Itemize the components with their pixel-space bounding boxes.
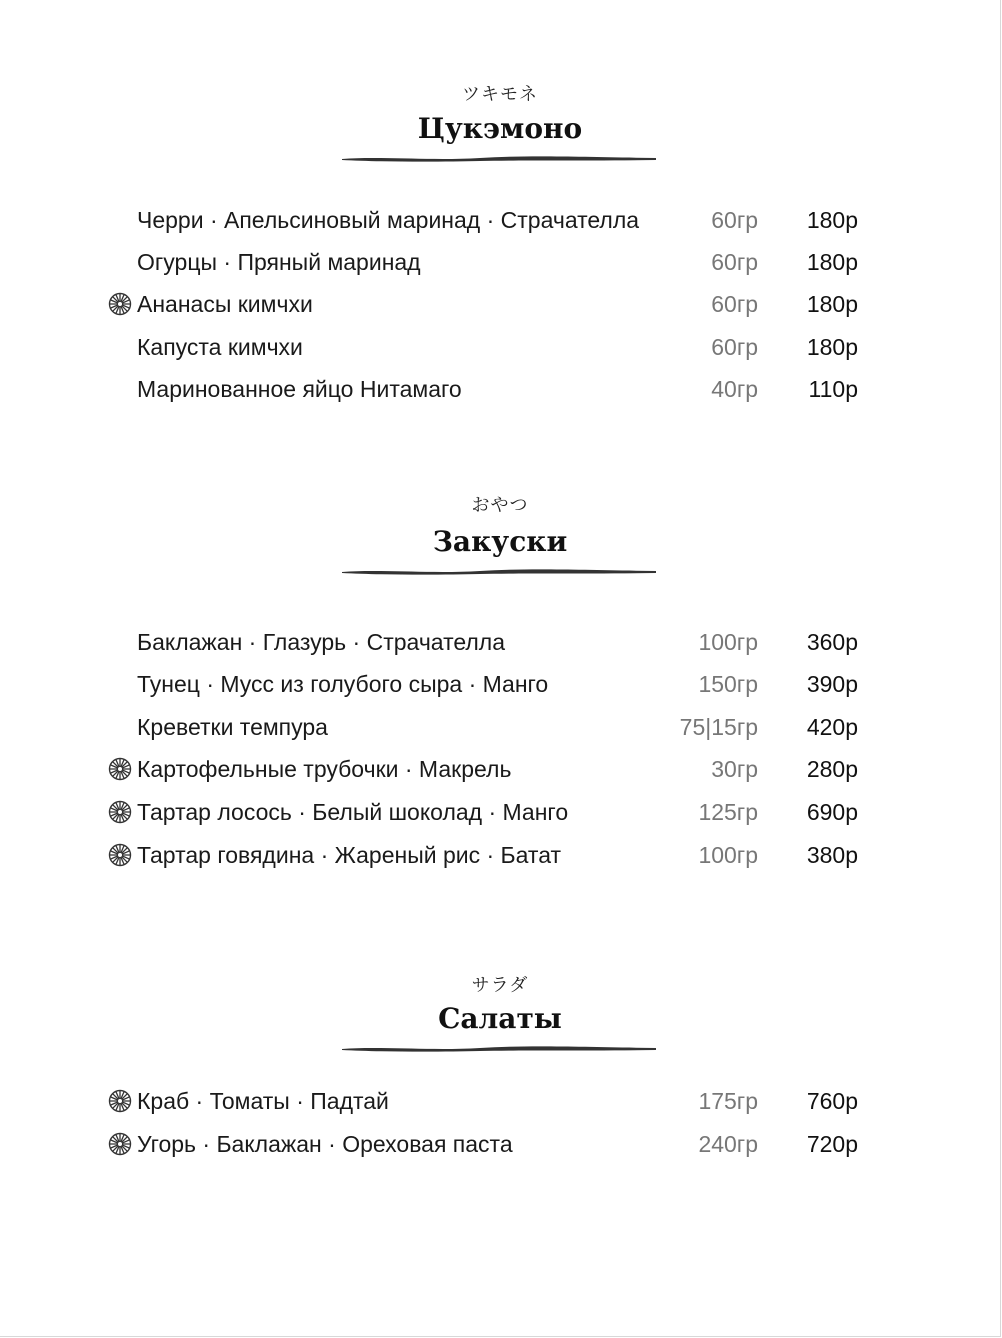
section-jp-title: サラダ: [471, 975, 529, 996]
item-price: 380р: [806, 842, 858, 868]
menu-item: [0, 666, 1000, 706]
item-name: Тартар говядина · Жареный рис · Батат: [137, 842, 562, 868]
menu-item: [0, 329, 1000, 369]
item-weight: 100гр: [698, 629, 758, 655]
section-title: Салаты: [438, 1002, 562, 1035]
item-price: 180р: [806, 207, 858, 233]
menu-item: [0, 751, 1000, 791]
item-price: 180р: [806, 291, 858, 317]
brush-divider: [340, 1044, 658, 1054]
item-price: 280р: [806, 756, 858, 782]
item-price: 390р: [806, 671, 858, 697]
item-name: Угорь · Баклажан · Ореховая паста: [137, 1131, 513, 1157]
item-name: Тунец · Мусс из голубого сыра · Манго: [137, 671, 549, 697]
item-weight: 100гр: [698, 842, 758, 868]
item-name: Креветки темпура: [137, 714, 328, 740]
brush-divider: [340, 154, 658, 164]
menu-item: [0, 794, 1000, 834]
item-name: Тартар лосось · Белый шоколад · Манго: [137, 799, 569, 825]
menu-item: [0, 244, 1000, 284]
item-weight: 75|15гр: [679, 714, 758, 740]
item-weight: 60гр: [711, 291, 758, 317]
item-price: 180р: [806, 249, 858, 275]
brush-divider: [340, 567, 658, 577]
item-name: Картофельные трубочки · Макрель: [137, 756, 512, 782]
item-weight: 240гр: [698, 1131, 758, 1157]
item-name: Краб · Томаты · Падтай: [137, 1088, 389, 1114]
menu-item: [0, 624, 1000, 664]
menu-item: [0, 202, 1000, 242]
flower-icon: [108, 1089, 132, 1113]
item-name: Капуста кимчхи: [137, 334, 303, 360]
section-jp-title: おやつ: [471, 495, 529, 516]
item-price: 360р: [806, 629, 858, 655]
item-price: 760р: [806, 1088, 858, 1114]
item-price: 690р: [806, 799, 858, 825]
item-weight: 30гр: [711, 756, 758, 782]
item-price: 110р: [808, 376, 858, 402]
item-weight: 60гр: [711, 249, 758, 275]
menu-item: [0, 1083, 1000, 1123]
item-weight: 125гр: [698, 799, 758, 825]
section-title: Цукэмоно: [417, 112, 583, 145]
flower-icon: [108, 757, 132, 781]
item-price: 420р: [806, 714, 858, 740]
flower-icon: [108, 1132, 132, 1156]
item-name: Ананасы кимчхи: [137, 291, 313, 317]
item-weight: 150гр: [698, 671, 758, 697]
item-weight: 60гр: [711, 334, 758, 360]
item-name: Черри · Апельсиновый маринад · Страчателла: [137, 207, 640, 233]
flower-icon: [108, 843, 132, 867]
item-name: Маринованное яйцо Нитамаго: [137, 376, 462, 402]
section-title: Закуски: [432, 525, 568, 558]
section-jp-title: ツキモネ: [462, 84, 538, 105]
item-weight: 60гр: [711, 207, 758, 233]
menu-item: [0, 1126, 1000, 1166]
flower-icon: [108, 800, 132, 824]
item-name: Огурцы · Пряный маринад: [137, 249, 421, 275]
item-price: 180р: [806, 334, 858, 360]
menu-item: [0, 286, 1000, 326]
item-name: Баклажан · Глазурь · Страчателла: [137, 629, 506, 655]
menu-item: [0, 837, 1000, 877]
menu-item: [0, 371, 1000, 411]
menu-item: [0, 709, 1000, 749]
item-weight: 175гр: [698, 1088, 758, 1114]
flower-icon: [108, 292, 132, 316]
item-weight: 40гр: [711, 376, 758, 402]
item-price: 720р: [806, 1131, 858, 1157]
